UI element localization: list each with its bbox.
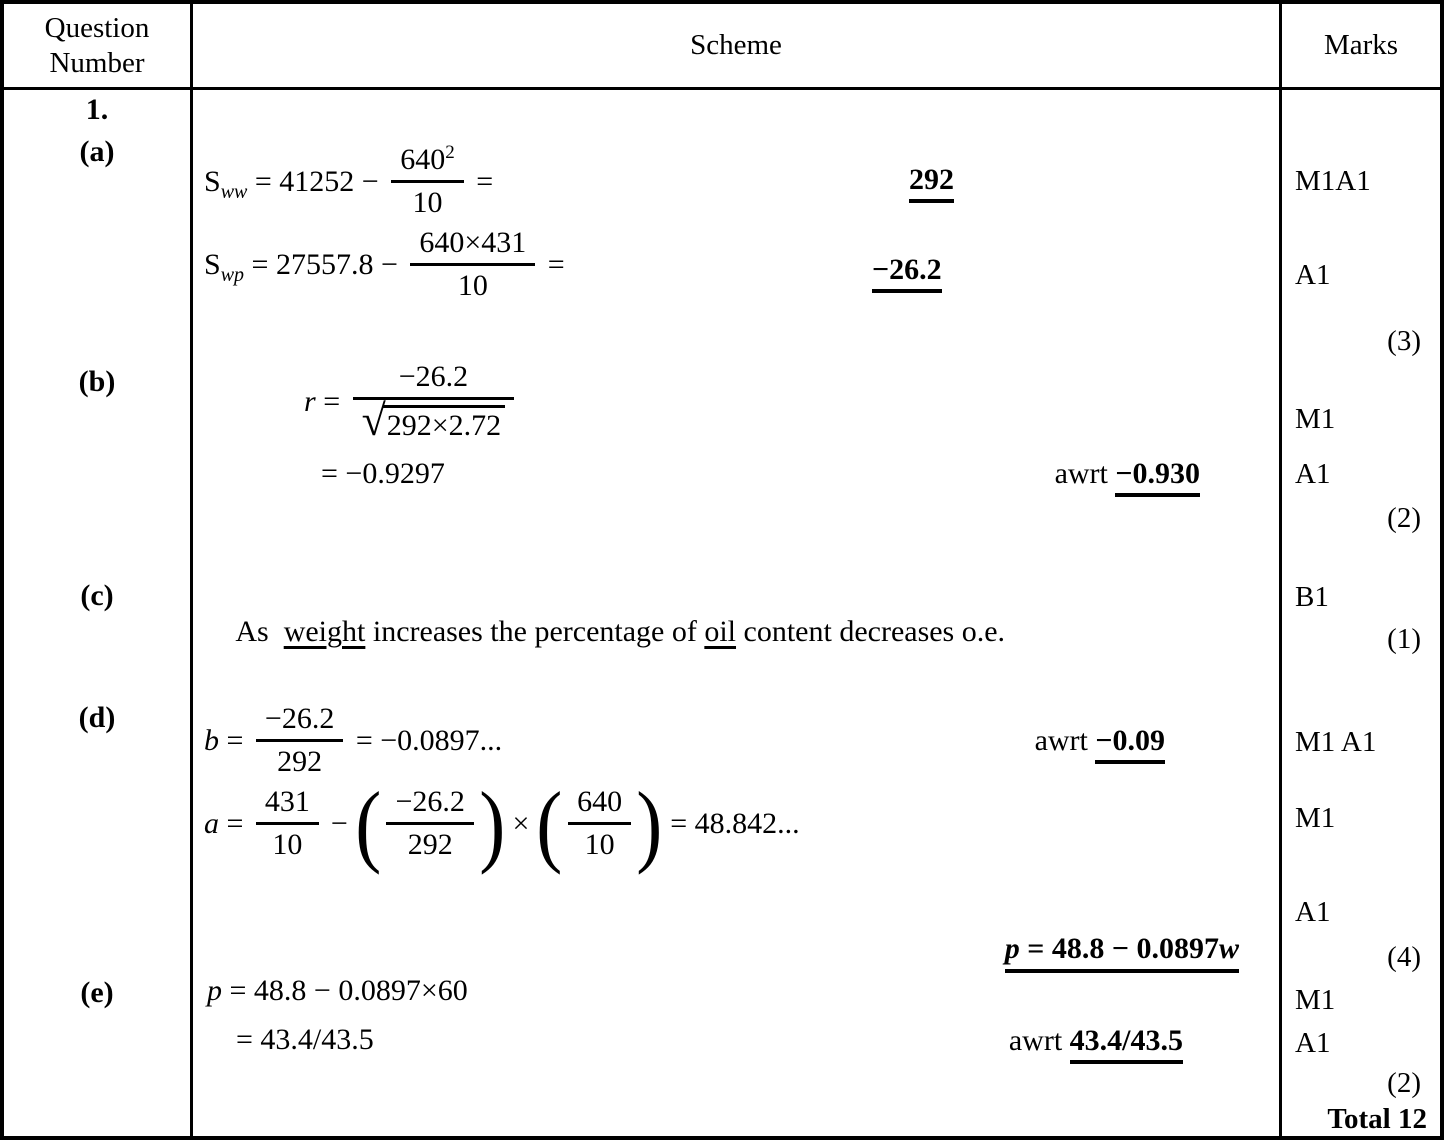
equation-sww [204,143,501,220]
mark-a-eq1: M1A1 [1295,165,1371,197]
awrt-b [1055,456,1200,492]
equation-b: b = $\frac{-26.2}{292}$ = −0.0897... [204,702,503,778]
sqrt-icon: √ [361,396,386,445]
mark-d-eq1: M1 A1 [1295,726,1377,758]
equation-p-substitution: p = 48.8 − 0.0897×60 [207,974,468,1007]
fraction [353,360,515,443]
p-symbol: p [207,974,222,1007]
part-c-statement: As weight increases the percentage of oil content decreases o.e. [235,615,1006,648]
equals-sign: = [315,384,348,418]
subtotal-d: (4) [1387,941,1421,973]
subtotal-a: (3) [1387,325,1421,357]
part-e-label: (e) [80,976,114,1009]
swp-expression: = 27557.8 − [244,247,406,281]
mark-b-m1: M1 [1295,403,1336,435]
header-question-line2: Number [49,46,145,79]
equals-sign: = [219,723,251,757]
sww-symbol: S [204,164,221,198]
mark-d-answer: A1 [1295,896,1331,928]
minus-operator: − [330,806,348,840]
r-symbol: r [304,384,316,418]
sww-expression: = 41252 − [247,164,387,198]
answer-swp: −26.2 [872,252,942,288]
part-d-label: (d) [78,701,116,734]
header-question-number [4,4,190,87]
column-divider-left [190,4,193,1136]
part-c-label: (c) [80,579,114,612]
subtotal-c: (1) [1387,623,1421,655]
equals-sign: = [219,806,251,840]
equals-sign: = [540,247,573,281]
awrt-label: awrt [1008,1024,1070,1057]
awrt-value: −0.09 [1095,724,1165,764]
fraction-numerator: −26.2 [264,702,335,735]
equation-a: a = $\frac{431}{10}$ − ( $\frac{-26.2}{292}$ ) × ( $\frac{640}{10}$ ) = 48.842... [204,772,800,875]
mark-e-a1: A1 [1295,1027,1331,1059]
w-symbol: w [1218,932,1239,965]
equation-swp [204,226,572,303]
b-symbol: b [204,723,219,757]
mark-d-eq2: M1 [1295,802,1336,834]
fraction-numerator: $640^2$ [400,142,455,176]
question-number-label: 1. [85,93,109,126]
mark-a-eq2: A1 [1295,259,1331,291]
sww-subscript: ww [220,180,248,203]
header-scheme: Scheme [690,29,782,61]
a-symbol: a [204,806,219,840]
awrt-label: awrt [1034,724,1096,757]
regression-equation-answer: p = 48.8 − 0.0897w [975,895,1239,1003]
fraction [410,226,535,303]
total-marks: Total 12 [1327,1103,1427,1135]
fraction-numerator: 640×431 [419,226,527,259]
awrt-label: awrt [1054,457,1116,490]
swp-symbol: S [204,247,221,281]
awrt-d [1035,723,1165,759]
answer-sww: 292 [909,162,954,198]
fraction-denominator: 10 [391,180,464,220]
fraction: $\frac{640}{10}$ [568,785,631,862]
p-symbol: p [1004,932,1020,965]
subtotal-b: (2) [1387,502,1421,534]
table-header-row [4,4,1440,90]
mark-c-b1: B1 [1295,581,1329,613]
fraction-numerator: −26.2 [398,360,469,393]
equals-sign: = [468,164,501,198]
header-question-line1: Question [44,11,150,44]
awrt-e [1009,1023,1183,1059]
fraction-denominator [353,397,515,443]
fraction-denominator: 10 [410,263,535,303]
fraction: $\frac{-26.2}{292}$ [386,785,473,862]
part-b-label: (b) [78,365,116,398]
subtotal-e: (2) [1387,1067,1421,1099]
underlined-weight: weight [283,615,366,648]
fraction [256,702,343,779]
equation-b-lhs [204,723,251,759]
exponent: 2 [445,142,455,163]
fraction-denominator: 292 [256,739,343,779]
radicand: 292×2.72 [383,405,505,442]
part-a-label: (a) [79,135,115,168]
awrt-value: 43.4/43.5 [1070,1024,1183,1064]
underlined-oil: oil [704,615,737,648]
mark-e-m1: M1 [1295,984,1336,1016]
awrt-value: −0.930 [1115,457,1200,497]
equation-r-lhs [304,384,348,420]
equation-p-result: = 43.4/43.5 [236,1023,374,1056]
equation-a-lhs [204,806,251,842]
swp-subscript: wp [220,263,245,286]
equation-swp-lhs [204,247,406,286]
column-divider-right [1279,4,1282,1136]
fraction [391,143,464,220]
times-operator: × [512,806,530,840]
header-marks: Marks [1323,29,1399,61]
fraction: $\frac{431}{10}$ [256,785,319,862]
equation-r [304,360,519,443]
equation-sww-lhs [204,164,387,203]
equation-r-result: = −0.9297 [321,457,445,490]
mark-b-a1: A1 [1295,458,1331,490]
